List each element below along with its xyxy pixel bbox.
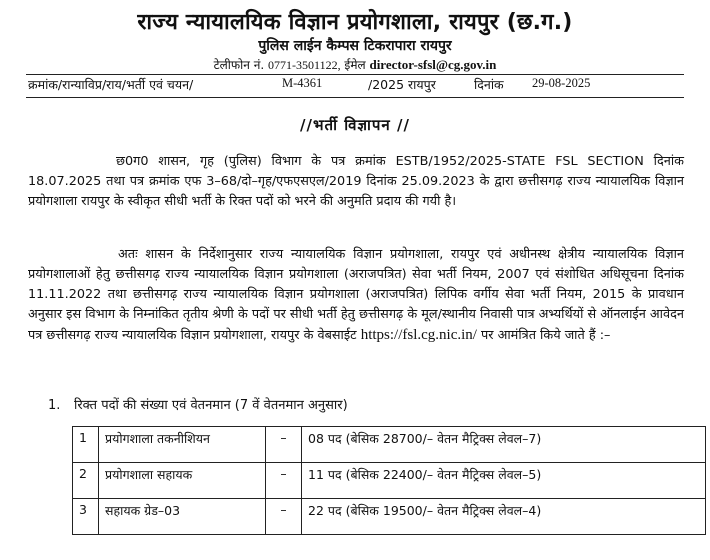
email-label: ईमेल bbox=[344, 58, 366, 72]
reference-year-place: /2025 रायपुर bbox=[368, 77, 436, 92]
paragraph-invitation-tail: पर आमंत्रित किये जाते हैं :– bbox=[481, 328, 611, 343]
paragraph-invitation bbox=[28, 245, 684, 346]
dash-cell: – bbox=[266, 463, 302, 499]
header-divider-top bbox=[26, 74, 684, 75]
phone-number: 0771-3501122, bbox=[268, 58, 341, 72]
post-name-cell: प्रयोगशाला सहायक bbox=[99, 463, 266, 499]
website-link[interactable]: https://fsl.cg.nic.in/ bbox=[360, 327, 477, 343]
section-title: रिक्त पदों की संख्या एवं वेतनमान (7 वें वेतनमान अनुसार) bbox=[74, 398, 348, 413]
paragraph-permission-text: छ0ग0 शासन, गृह (पुलिस) विभाग के पत्र क्रमांक ESTB/1952/2025-STATE FSL SECTION दिनांक 18.07.2025 तथा पत्र क्रमांक एफ 3–68/दो–गृह/एफएसएल/2019 दिनांक 25.09.2023 के द्वारा छत्तीसगढ़ राज्य न्यायालयिक विज्ञान प्रयोगशाला रायपुर के स्वीकृत सीधी भर्ती के रिक्त पदों को भरने की अनुमति प्रदाय की गयी है। bbox=[28, 154, 684, 209]
serial-cell: 3 bbox=[73, 499, 99, 535]
letterhead-title: राज्य न्यायालयिक विज्ञान प्रयोगशाला, रायपुर (छ.ग.) bbox=[137, 10, 573, 35]
paragraph-invitation-text: अतः शासन के निर्देशानुसार राज्य न्यायालयिक विज्ञान प्रयोगशाला, रायपुर एवं अधीनस्थ क्षेत्रीय न्यायालयिक विज्ञान प्रयोगशालाओं हेतु छत्तीसगढ़ राज्य न्यायालयिक विज्ञान प्रयोगशाला (अराजपत्रित) सेवा भर्ती नियम, 2007 एवं संशोधित अधिसूचना दिनांक 11.11.2022 तथा छत्तीसगढ़ राज्य न्यायालयिक विज्ञान प्रयोगशाला (अराजपत्रित) लिपिक वर्गीय सेवा भर्ती नियम, 2015 के प्रावधान अनुसार इस विभाग के निम्नांकित तृतीय श्रेणी के पदों पर सीधी भर्ती हेतु छत्तीसगढ़ के मूल/स्थानीय निवासी पात्र अभ्यर्थियों से ऑनलाईन आवेदन पत्र छत्तीसगढ़ राज्य न्यायालयिक विज्ञान प्रयोगशाला, रायपुर के वेबसाईट bbox=[28, 247, 684, 343]
dash-cell: – bbox=[266, 499, 302, 535]
header-divider-bottom bbox=[26, 97, 684, 98]
email-link[interactable]: director-sfsl@cg.gov.in bbox=[369, 57, 497, 72]
reference-date-label: दिनांक bbox=[474, 77, 504, 92]
table-row bbox=[73, 499, 706, 535]
page-heading: //भर्ती विज्ञापन // bbox=[300, 116, 410, 134]
vacancy-table bbox=[72, 426, 706, 535]
section-number: 1. bbox=[48, 398, 61, 413]
post-details-cell: 22 पद (बेसिक 19500/– वेतन मैट्रिक्स लेवल–4) bbox=[302, 499, 706, 535]
reference-line bbox=[28, 76, 688, 94]
post-details-cell: 11 पद (बेसिक 22400/– वेतन मैट्रिक्स लेवल–5) bbox=[302, 463, 706, 499]
table-row bbox=[73, 427, 706, 463]
dash-cell: – bbox=[266, 427, 302, 463]
serial-cell: 1 bbox=[73, 427, 99, 463]
post-name-cell: प्रयोगशाला तकनीशियन bbox=[99, 427, 266, 463]
reference-label: क्रमांक/रान्याविप्र/राय/भर्ती एवं चयन/ bbox=[28, 77, 194, 92]
paragraph-permission bbox=[28, 152, 684, 212]
reference-date: 29-08-2025 bbox=[532, 76, 591, 90]
reference-number: M-4361 bbox=[282, 76, 323, 90]
phone-label: टेलीफोन नं. bbox=[213, 58, 265, 72]
letterhead-contact bbox=[0, 56, 710, 73]
section-vacancies-heading bbox=[48, 395, 348, 413]
post-details-cell: 08 पद (बेसिक 28700/– वेतन मैट्रिक्स लेवल–7) bbox=[302, 427, 706, 463]
table-row bbox=[73, 463, 706, 499]
letterhead-address: पुलिस लाईन कैम्पस टिकरापारा रायपुर bbox=[258, 38, 452, 54]
serial-cell: 2 bbox=[73, 463, 99, 499]
post-name-cell: सहायक ग्रेड–03 bbox=[99, 499, 266, 535]
